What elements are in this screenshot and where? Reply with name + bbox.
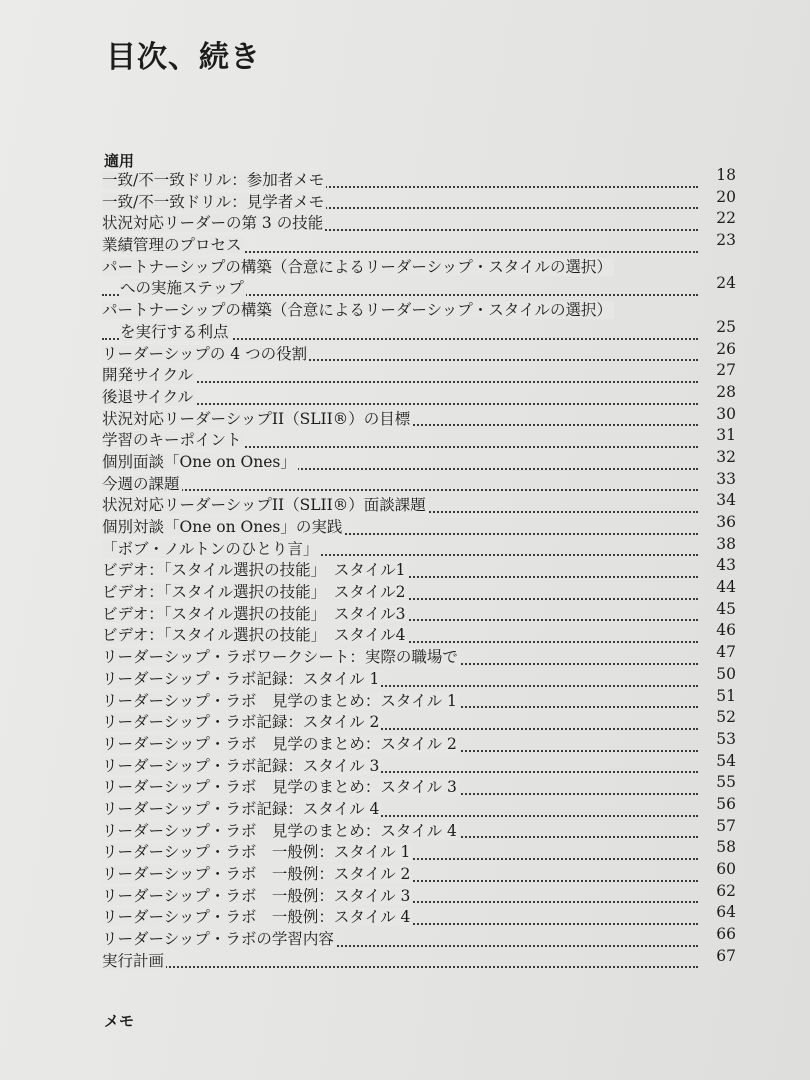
toc-entry [102,903,736,929]
toc-entry-title: 実行計画 [102,951,165,970]
toc-entry [102,773,736,799]
toc-entry [102,751,736,778]
toc-entry-page: 20 [716,187,736,206]
toc-entry-title: ビデオ：「スタイル選択の技能」 スタイル3 [102,604,406,623]
toc-entry-title: リーダーシップの 4 つの役割 [102,344,308,363]
toc-entry [102,404,736,431]
toc-entry-title: 開発サイクル [102,366,194,385]
toc-entry [102,426,736,452]
toc-entry [102,860,736,886]
toc-entry-title: を実行する利点 [120,322,229,341]
toc-entry-title: リーダーシップ・ラボ記録：スタイル 4 [102,799,380,818]
toc-entry-page: 55 [716,773,736,792]
toc-entry-title: ビデオ：「スタイル選択の技能」 スタイル2 [102,583,406,602]
toc-entry-title: 学習のキーポイント [102,431,242,450]
toc-entry-page: 32 [716,447,736,466]
toc-entry [102,838,736,864]
toc-entry [102,599,736,626]
toc-entry [102,534,736,561]
toc-entry-title: 状況対応リーダーの第 3 の技能 [102,214,324,233]
page-title: 目次、続き [106,40,261,75]
toc-entry-title: リーダーシップ・ラボ 見学のまとめ：スタイル 3 [102,778,457,797]
toc-entry-page: 62 [716,881,736,900]
toc-entry-title: パートナーシップの構築（合意によるリーダーシップ・スタイルの選択） [102,257,612,276]
toc-entry-page: 53 [716,729,736,748]
toc-entry-page: 22 [716,209,736,228]
toc-entry [102,643,736,669]
toc-entry [102,361,736,387]
toc-entry-title: 状況対応リーダーシップII（SLII®）の目標 [102,409,411,428]
toc-entry-page: 27 [716,361,736,380]
toc-entry-title: 業績管理のプロセス [102,236,242,255]
toc-entry-title: 一致/不一致ドリル：参加者メモ [102,171,325,189]
toc-entry-page: 67 [716,946,736,965]
toc-entry [102,686,736,713]
toc-entry [102,209,736,235]
toc-entry [102,339,736,366]
toc-entry-page: 66 [716,925,736,944]
toc-entry [102,816,736,843]
toc-entry [102,491,736,517]
toc-entry-title: リーダーシップ・ラボの学習内容 [102,930,334,949]
toc-entry-page: 47 [716,643,736,662]
toc-entry [102,513,736,539]
toc-entry [102,794,736,821]
dot-leader [102,966,698,968]
toc-entry-title: リーダーシップ・ラボワークシート：実際の職場で [102,648,458,667]
toc-entry [102,881,736,908]
toc-entry-title: リーダーシップ・ラボ記録：スタイル 1 [102,669,380,688]
toc-entry [102,187,736,214]
toc-entry [102,621,736,647]
toc-entry-page: 25 [716,317,736,336]
toc-entry [102,946,736,973]
toc-entry-page: 56 [716,794,736,813]
toc-entry-page: 50 [716,664,736,683]
toc-entry-title: ビデオ：「スタイル選択の技能」 スタイル4 [102,626,406,645]
toc-entry-page: 46 [716,621,736,640]
toc-entry-page: 18 [716,166,736,184]
toc-entry-title: 個別面談「One on Ones」 [102,452,296,471]
toc-entry-page: 58 [716,838,736,857]
toc-entry-title: 一致/不一致ドリル：見学者メモ [102,192,325,211]
toc-entry-title: リーダーシップ・ラボ 一般例：スタイル 2 [102,865,411,883]
toc-entry [102,708,736,734]
toc-entry [102,257,736,279]
toc-entry-title: 後退サイクル [102,387,194,406]
toc-entry-page: 31 [716,426,736,445]
toc-entry-title: 今週の課題 [102,474,180,493]
toc-entry [102,317,736,344]
toc-entry-title: リーダーシップ・ラボ 一般例：スタイル 3 [102,886,411,905]
toc-entry [102,382,736,409]
toc-entry [102,231,736,257]
toc-entry-title: リーダーシップ・ラボ 一般例：スタイル 1 [102,843,411,862]
toc-entry-page: 52 [716,708,736,727]
toc-entry-title: への実施ステップ [120,279,244,298]
toc-entry [102,447,736,474]
toc-entry-page: 30 [716,404,736,423]
toc-entry-page: 60 [716,860,736,878]
toc-entry-page: 28 [716,382,736,401]
toc-entry-title: 「ボブ・ノルトンのひとり言」 [102,539,319,558]
toc-entry-title: リーダーシップ・ラボ 見学のまとめ：スタイル 4 [102,821,457,840]
toc-entry-page: 43 [716,556,736,575]
toc-entry-page: 24 [716,274,736,293]
toc-entry-page: 54 [716,751,736,770]
toc-entry-page: 64 [716,903,736,922]
table-of-contents [102,166,736,972]
toc-entry [102,556,736,582]
toc-entry-page: 36 [716,513,736,531]
toc-entry-title: リーダーシップ・ラボ記録：スタイル 2 [102,713,380,732]
toc-entry-title: ビデオ：「スタイル選択の技能」 スタイル1 [102,561,406,580]
toc-entry-page: 33 [716,469,736,488]
toc-entry [102,578,736,604]
toc-entry-title: パートナーシップの構築（合意によるリーダーシップ・スタイルの選択） [102,301,612,320]
toc-entry [102,925,736,951]
toc-entry [102,274,736,300]
toc-entry [102,300,736,322]
toc-entry [102,664,736,691]
dot-leader [102,489,698,491]
toc-entry-page: 51 [716,686,736,705]
toc-entry-page: 45 [716,599,736,618]
toc-entry-page: 34 [716,491,736,510]
memo-heading: メモ [104,1012,135,1030]
toc-entry [102,729,736,756]
toc-entry-title: 状況対応リーダーシップII（SLII®）面談課題 [102,496,426,515]
section-heading: 適用 [104,152,135,170]
toc-entry-title: リーダーシップ・ラボ 見学のまとめ：スタイル 1 [102,691,457,710]
toc-entry-title: リーダーシップ・ラボ 見学のまとめ：スタイル 2 [102,734,457,753]
toc-entry [102,469,736,496]
toc-entry-title: リーダーシップ・ラボ 一般例：スタイル 4 [102,908,411,927]
toc-entry [102,166,736,192]
toc-entry-page: 38 [716,534,736,553]
toc-entry-page: 57 [716,816,736,835]
toc-entry-page: 23 [716,231,736,250]
toc-entry-title: 個別対談「One on Ones」の実践 [102,518,343,536]
toc-entry-page: 44 [716,578,736,597]
toc-entry-title: リーダーシップ・ラボ記録：スタイル 3 [102,756,380,775]
toc-entry-page: 26 [716,339,736,358]
